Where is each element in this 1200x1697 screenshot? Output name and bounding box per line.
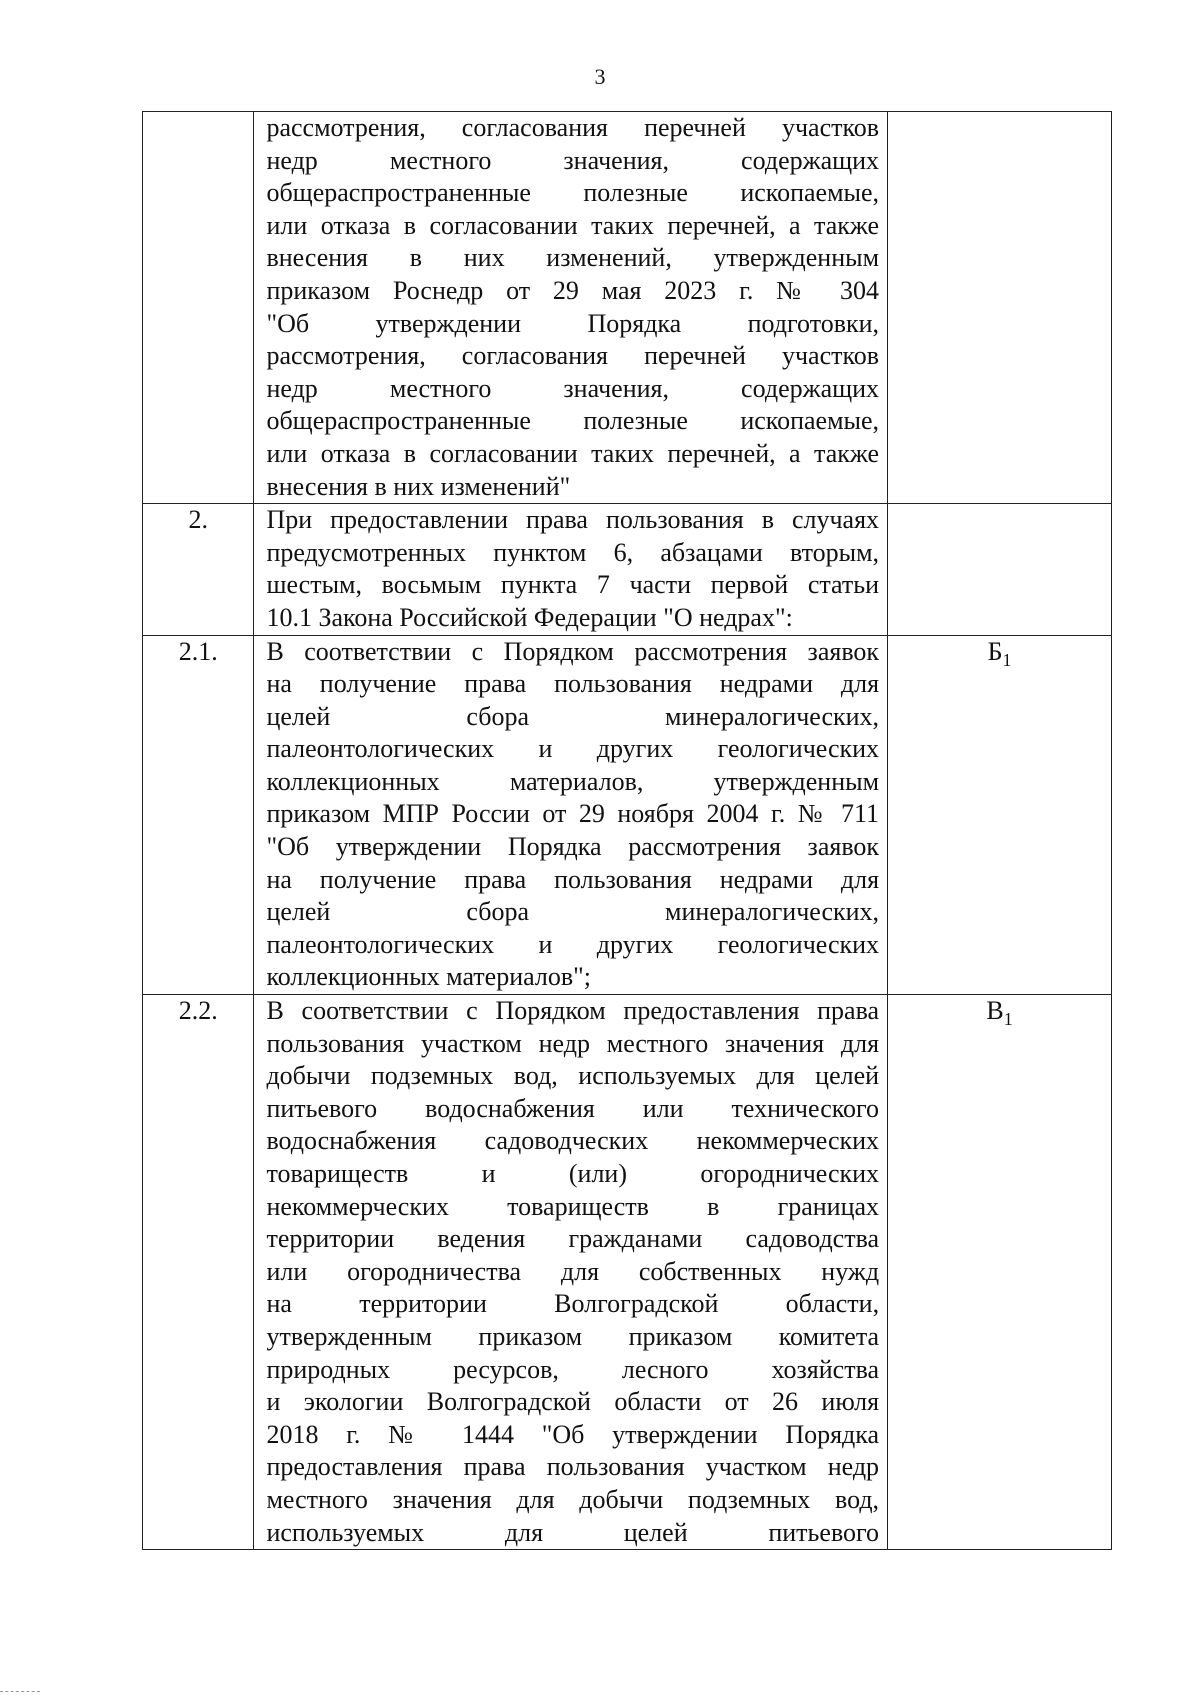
description-line: или огородничества для собственных нужд [266,1256,880,1286]
description-line: приказом МПР России от 29 ноября 2004 г. № 711 [266,799,880,829]
description-line: утвержденным приказом приказом комитета [266,1321,880,1351]
description-line: 2018 г. № 1444 "Об утверждении Порядка [266,1419,880,1449]
description-line: палеонтологических и других геологических [266,734,880,764]
description-line: В соответствии с Порядком рассмотрения заявок [266,636,880,666]
description-line: "Об утверждении Порядка подготовки, [266,308,880,338]
table-body [143,112,1112,1550]
description-line: целей сбора минералогических, [266,701,880,731]
category-code-cell [888,995,1112,1550]
description-line: на получение права пользования недрами для [266,669,880,699]
category-subscript: 1 [1003,1009,1013,1030]
description-line: местного значения для добычи подземных вод, [266,1484,880,1514]
description-line: общераспространенные полезные ископаемые, [266,406,880,436]
regulation-table [142,111,1112,1550]
item-description-cell [254,995,888,1550]
page-number: 3 [594,64,606,89]
item-number-cell [143,504,254,635]
table-row [143,504,1112,635]
description-line: водоснабжения садоводческих некоммерческих [266,1126,880,1156]
description-line: или отказа в согласовании таких перечней, а также [266,210,880,240]
item-description-cell [254,635,888,995]
description-line: используемых для целей питьевого [266,1517,880,1547]
description-line: общераспространенные полезные ископаемые, [266,178,880,208]
description-line: пользования участком недр местного значения для [266,1028,880,1058]
description-line: предоставления права пользования участком недр [266,1452,880,1482]
description-line: некоммерческих товариществ в границах [266,1191,880,1221]
item-description-cell [254,504,888,635]
item-number-cell [143,635,254,995]
item-number: 2.1. [178,636,218,666]
category-letter: В [986,996,1004,1026]
table-row [143,635,1112,995]
category-code-cell [888,635,1112,995]
description-line: территории ведения гражданами садоводства [266,1224,880,1254]
category-code [986,996,1013,1030]
description-line: товариществ и (или) огороднических [266,1159,880,1188]
description-line: В соответствии с Порядком предоставления права [266,996,880,1026]
description-line: коллекционных материалов"; [266,962,591,992]
description-line: рассмотрения, согласования перечней участков [266,113,880,142]
description-line: целей сбора минералогических, [266,897,880,927]
description-line: природных ресурсов, лесного хозяйства [266,1354,880,1384]
item-number: 2. [188,505,208,535]
description-line: питьевого водоснабжения или технического [266,1093,880,1123]
table-row [143,112,1112,504]
item-number-cell [143,995,254,1550]
description-line: 10.1 Закона Российской Федерации "О недрах": [266,602,793,632]
description-line: внесения в них изменений" [266,471,571,501]
item-number: 2.2. [178,996,218,1026]
category-letter: Б [987,636,1003,666]
description-line: недр местного значения, содержащих [266,373,880,403]
description-line: или отказа в согласовании таких перечней, а также [266,438,880,468]
description-line: недр местного значения, содержащих [266,145,880,175]
description-line: на получение права пользования недрами для [266,864,880,894]
description-line: палеонтологических и других геологических [266,929,880,959]
description-line: "Об утверждении Порядка рассмотрения заявок [266,832,880,862]
description-line: внесения в них изменений, утвержденным [266,243,880,273]
item-number-cell [143,112,254,504]
description-line: и экологии Волгоградской области от 26 июля [266,1387,880,1417]
category-code-cell [888,112,1112,504]
category-code [987,636,1012,670]
category-subscript: 1 [1002,649,1012,670]
description-line: предусмотренных пунктом 6, абзацами вторым, [266,537,880,567]
description-line: приказом Роснедр от 29 мая 2023 г. № 304 [266,275,880,305]
description-line: добычи подземных вод, используемых для целей [266,1061,880,1091]
description-line: коллекционных материалов, утвержденным [266,766,880,796]
description-line: рассмотрения, согласования перечней участков [266,341,880,371]
table-row [143,995,1112,1550]
description-line: шестым, восьмым пункта 7 части первой статьи [266,570,880,600]
category-code-cell [888,504,1112,635]
item-description-cell [254,112,888,504]
description-line: на территории Волгоградской области, [266,1289,880,1319]
description-line: При предоставлении права пользования в случаях [266,505,880,535]
scan-margin-mark [0,1691,40,1694]
